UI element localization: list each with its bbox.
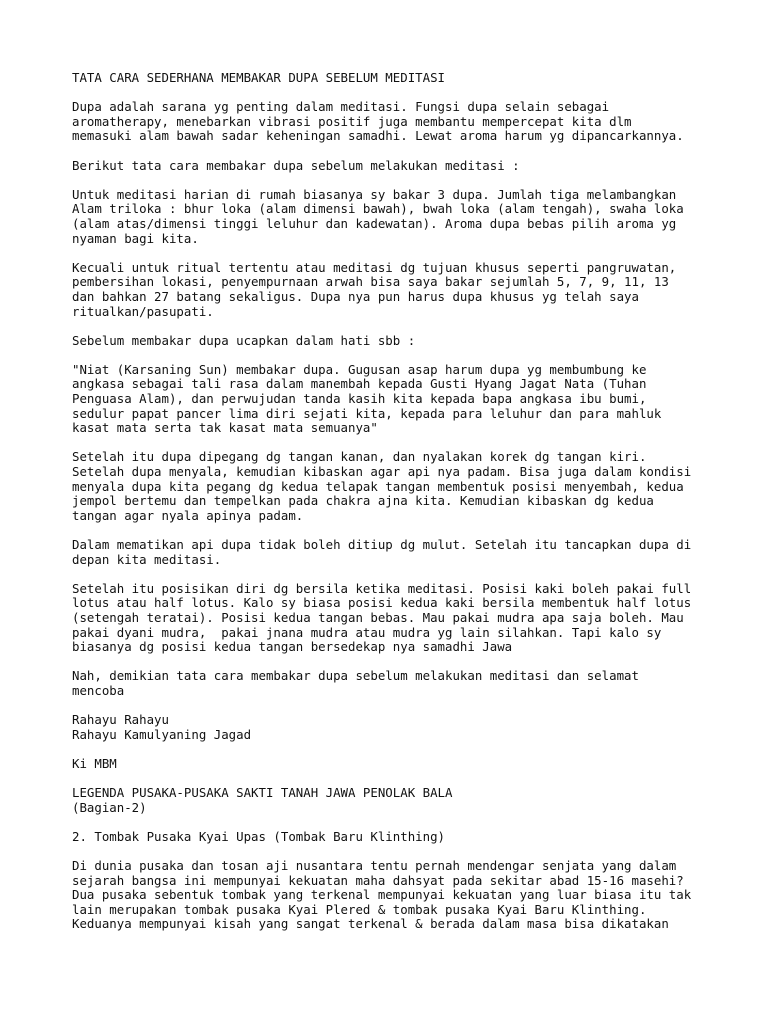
text-line: (Bagian-2) (72, 799, 147, 815)
text-line: Sebelum membakar dupa ucapkan dalam hati sbb : (72, 332, 416, 348)
text-line: Rahayu Rahayu (72, 712, 169, 728)
text-line: Dua pusaka sebentuk tombak yang terkenal mempunyai kekuatan yang luar biasa itu tak (72, 887, 692, 903)
text-line: lain merupakan tombak pusaka Kyai Plered & tombak pusaka Kyai Baru Klinthing. (72, 901, 647, 917)
paragraph (72, 261, 712, 319)
paragraph (72, 830, 712, 845)
text-line: ritualkan/pasupati. (72, 303, 214, 319)
text-line: Keduanya mempunyai kisah yang sangat terkenal & berada dalam masa bisa dikatakan (72, 916, 669, 932)
text-line: sedulur papat pancer lima diri sejati kita, kepada para leluhur dan para mahluk (72, 405, 662, 421)
text-line: Alam triloka : bhur loka (alam dimensi bawah), bwah loka (alam tengah), swaha loka (72, 201, 684, 217)
paragraph (72, 71, 712, 86)
document-text (72, 71, 712, 947)
paragraph (72, 363, 712, 436)
paragraph (72, 582, 712, 655)
text-line: jempol bertemu dan tempelkan pada chakra ajna kita. Kemudian kibaskan dg kedua (72, 493, 654, 509)
text-line: kasat mata serta tak kasat mata semuanya" (72, 420, 378, 436)
text-line: Berikut tata cara membakar dupa sebelum melakukan meditasi : (72, 157, 520, 173)
text-line: memasuki alam bawah sadar keheningan samadhi. Lewat aroma harum yg dipancarkannya. (72, 128, 684, 144)
paragraph (72, 450, 712, 523)
text-line: pembersihan lokasi, penyempurnaan arwah bisa saya bakar sejumlah 5, 7, 9, 11, 13 (72, 274, 669, 290)
text-line: nyaman bagi kita. (72, 230, 199, 246)
text-line: TATA CARA SEDERHANA MEMBAKAR DUPA SEBELUM MEDITASI (72, 70, 445, 85)
paragraph (72, 713, 712, 742)
text-line: Dalam mematikan api dupa tidak boleh ditiup dg mulut. Setelah itu tancapkan dupa di (72, 537, 692, 552)
text-line: Dupa adalah sarana yg penting dalam meditasi. Fungsi dupa selain sebagai (72, 99, 610, 115)
paragraph (72, 859, 712, 932)
text-line: dan bahkan 27 batang sekaligus. Dupa nya pun harus dupa khusus yg telah saya (72, 288, 639, 304)
text-line: biasanya dg posisi kedua tangan bersedekap nya samadhi Jawa (72, 639, 513, 655)
text-line: Untuk meditasi harian di rumah biasanya sy bakar 3 dupa. Jumlah tiga melambangkan (72, 186, 677, 202)
text-line: Penguasa Alam), dan perwujudan tanda kasih kita kepada bapa angkasa ibu bumi, (72, 391, 647, 407)
text-line: lotus atau half lotus. Kalo sy biasa posisi kedua kaki bersila membentuk half lotus (72, 595, 692, 611)
text-line: Setelah itu dupa dipegang dg tangan kanan, dan nyalakan korek dg tangan kiri. (72, 449, 647, 465)
text-line: Ki MBM (72, 755, 117, 771)
text-line: Di dunia pusaka dan tosan aji nusantara tentu pernah mendengar senjata yang dalam (72, 858, 677, 874)
paragraph (72, 786, 712, 815)
paragraph (72, 334, 712, 349)
paragraph (72, 538, 712, 567)
text-line: tangan agar nyala apinya padam. (72, 507, 304, 523)
paragraph (72, 159, 712, 174)
text-line: Kecuali untuk ritual tertentu atau meditasi dg tujuan khusus seperti pangruwatan, (72, 259, 677, 275)
text-line: Nah, demikian tata cara membakar dupa sebelum melakukan meditasi dan selamat (72, 668, 639, 684)
text-line: depan kita meditasi. (72, 551, 222, 567)
text-line: "Niat (Karsaning Sun) membakar dupa. Gugusan asap harum dupa yg membumbung ke (72, 361, 647, 377)
text-line: Setelah dupa menyala, kemudian kibaskan agar api nya padam. Bisa juga dalam kondisi (72, 464, 692, 480)
text-line: (alam atas/dimensi tinggi leluhur dan kadewatan). Aroma dupa bebas pilih aroma yg (72, 215, 677, 231)
text-line: menyala dupa kita pegang dg kedua telapak tangan membentuk posisi menyembah, kedua (72, 478, 684, 494)
text-line: Rahayu Kamulyaning Jagad (72, 726, 252, 742)
text-line: sejarah bangsa ini mempunyai kekuatan maha dahsyat pada sekitar abad 15-16 masehi? (72, 872, 684, 888)
text-line: (setengah teratai). Posisi kedua tangan bebas. Mau pakai mudra apa saja boleh. Mau (72, 609, 684, 625)
text-line: pakai dyani mudra, pakai jnana mudra atau mudra yg lain silahkan. Tapi kalo sy (72, 624, 662, 640)
paragraph (72, 188, 712, 246)
text-line: LEGENDA PUSAKA-PUSAKA SAKTI TANAH JAWA PENOLAK BALA (72, 785, 453, 801)
text-line: Setelah itu posisikan diri dg bersila ketika meditasi. Posisi kaki boleh pakai full (72, 580, 692, 596)
paragraph (72, 100, 712, 144)
paragraph (72, 669, 712, 698)
paragraph (72, 757, 712, 772)
text-line: aromatherapy, menebarkan vibrasi positif juga membantu mempercepat kita dlm (72, 113, 632, 129)
text-line: mencoba (72, 682, 125, 698)
text-line: 2. Tombak Pusaka Kyai Upas (Tombak Baru Klinthing) (72, 828, 445, 844)
text-line: angkasa sebagai tali rasa dalam manembah kepada Gusti Hyang Jagat Nata (Tuhan (72, 376, 647, 392)
